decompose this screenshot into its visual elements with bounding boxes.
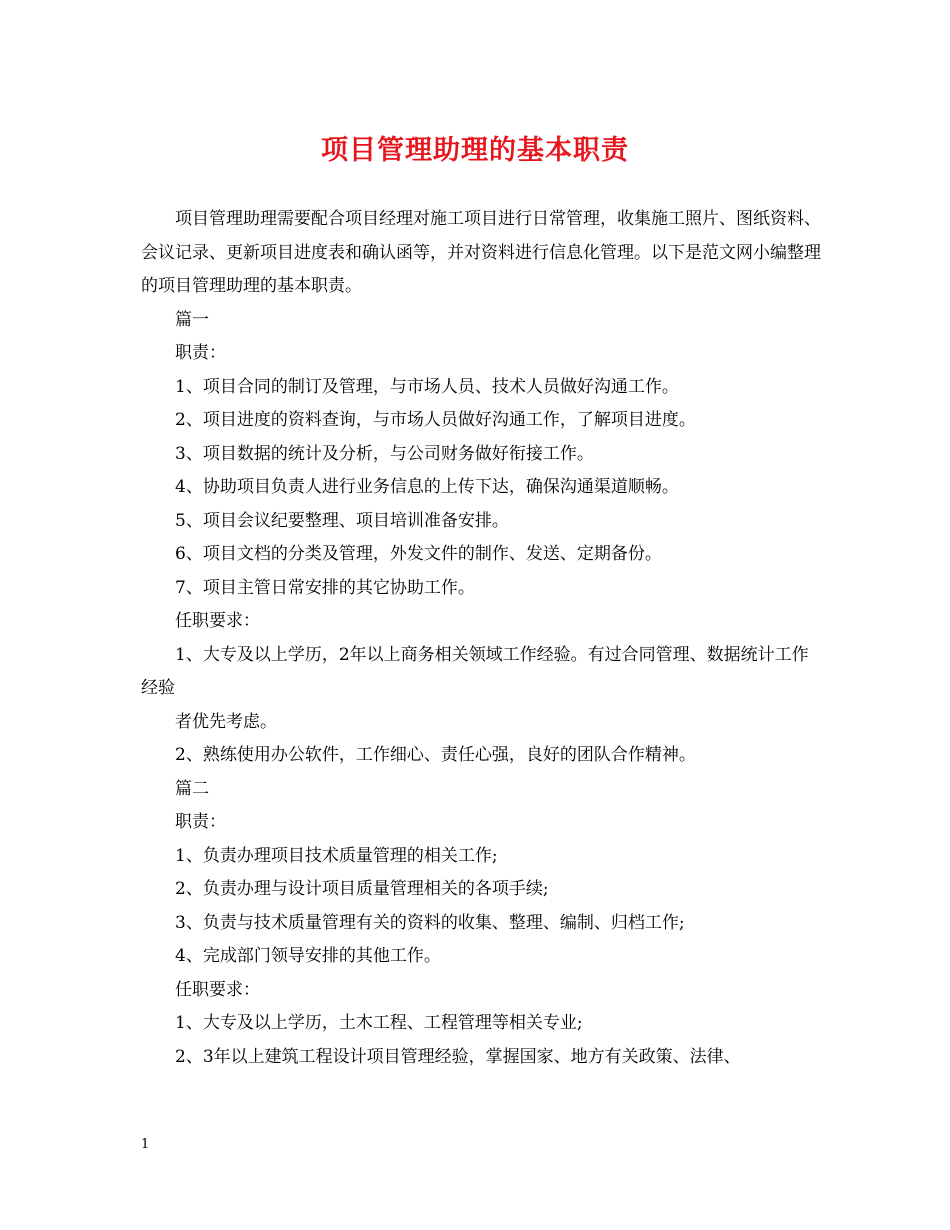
requirements-label-1: 任职要求：: [175, 611, 260, 631]
duties-label-1: 职责：: [175, 343, 226, 363]
page-number: 1: [141, 1137, 150, 1152]
requirement-item: 1、大专及以上学历，2年以上商务相关领域工作经验。有过合同管理、数据统计工作经验: [141, 644, 809, 698]
requirement-item: 2、3年以上建筑工程设计项目管理经验，掌握国家、地方有关政策、法律、: [175, 1046, 741, 1067]
duties-label-2: 职责：: [175, 812, 226, 832]
requirement-item: 2、熟练使用办公软件，工作细心、责任心强，良好的团队合作精神。: [175, 745, 696, 765]
duty-item: 1、负责办理项目技术质量管理的相关工作;: [175, 845, 498, 866]
requirements-label-2: 任职要求：: [175, 979, 260, 1000]
document-title: 项目管理助理的基本职责: [321, 135, 629, 166]
intro-paragraph: 项目管理助理需要配合项目经理对施工项目进行日常管理，收集施工照片、图纸资料、会议记录、更新项目进度表和确认函等，并对资料进行信息化管理。以下是范文网小编整理的项目管理助理的基本职责。: [141, 209, 821, 296]
duty-item: 4、完成部门领导安排的其他工作。: [175, 946, 441, 966]
duty-item: 2、项目进度的资料查询，与市场人员做好沟通工作，了解项目进度。: [175, 410, 696, 430]
duty-item: 5、项目会议纪要整理、项目培训准备安排。: [175, 510, 509, 531]
duty-item: 2、负责办理与设计项目质量管理相关的各项手续;: [175, 879, 549, 899]
document-body: [141, 203, 821, 1074]
requirement-item-continued: 者优先考虑。: [175, 711, 277, 732]
duty-item: 3、项目数据的统计及分析，与公司财务做好衔接工作。: [175, 443, 594, 464]
duty-item: 4、协助项目负责人进行业务信息的上传下达，确保沟通渠道顺畅。: [175, 477, 679, 497]
duty-item: 3、负责与技术质量管理有关的资料的收集、整理、编制、归档工作;: [175, 912, 685, 933]
duty-item: 1、项目合同的制订及管理，与市场人员、技术人员做好沟通工作。: [175, 376, 679, 397]
section-heading-2: 篇二: [175, 778, 209, 799]
duty-item: 6、项目文档的分类及管理，外发文件的制作、发送、定期备份。: [175, 544, 662, 564]
requirement-item: 1、大专及以上学历，土木工程、工程管理等相关专业;: [175, 1013, 583, 1033]
duty-item: 7、项目主管日常安排的其它协助工作。: [175, 577, 475, 598]
section-heading-1: 篇一: [175, 309, 209, 330]
